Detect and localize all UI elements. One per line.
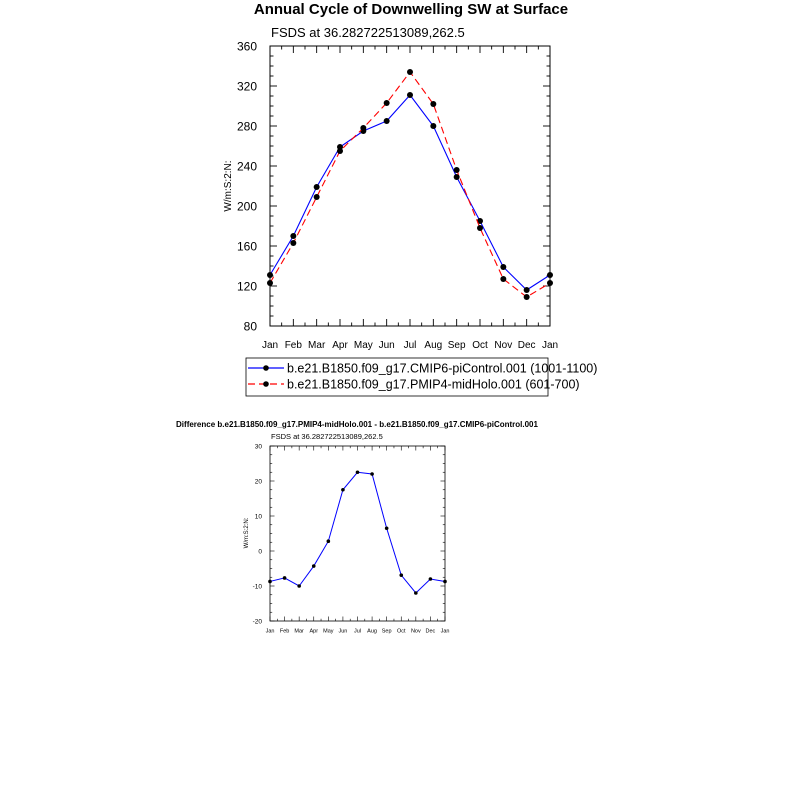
series-1-point [314,194,320,200]
y-tick-label: 20 [254,478,262,486]
series-line-1 [270,72,550,297]
x-tick-label: Jan [261,340,279,351]
difference-y-axis-label: W/m:S:2:N: [244,517,250,549]
series-0-point [407,92,413,98]
series-0-point [384,118,390,124]
series-1-point [384,100,390,106]
series-1-point [267,280,273,286]
x-tick-label: May [323,628,334,635]
series-0-point [443,580,447,584]
x-tick-label: Jul [353,628,362,635]
series-1-point [290,240,296,246]
y-tick-label: 120 [236,279,257,294]
x-tick-label: Dec [517,340,536,351]
series-1-point [430,101,436,107]
series-0-point [547,272,553,278]
x-tick-label: Sep [447,340,466,351]
y-tick-label: 280 [236,119,257,134]
legend-label-piControl: b.e21.B1850.f09_g17.CMIP6-piControl.001 (1001-1100) [287,361,598,376]
legend-label-midHolo: b.e21.B1850.f09_g17.PMIP4-midHolo.001 (601-700) [287,377,580,392]
plot-frame [270,46,550,326]
series-1-point [454,167,460,173]
series-0-point [500,264,506,270]
series-0-point [524,287,530,293]
x-tick-label: Feb [279,628,290,635]
series-0-point [327,539,331,543]
series-line-0 [270,95,550,290]
x-tick-label: Jan [440,628,450,635]
x-tick-label: Jun [338,628,348,635]
series-0-point [430,123,436,129]
y-tick-label: -20 [252,618,262,626]
x-tick-label: Oct [396,628,406,635]
series-0-point [370,472,374,476]
y-tick-label: 200 [236,199,257,214]
difference-axes [253,444,450,635]
series-1-point [360,125,366,131]
difference-chart-subtitle: FSDS at 36.282722513089,262.5 [271,432,383,441]
y-tick-label: 80 [243,319,257,334]
y-axis-label: W/m:S:2:N: [223,160,234,212]
series-1-point [477,225,483,231]
main-chart [223,1,597,396]
x-tick-label: Mar [294,628,304,635]
legend-marker-piControl [263,365,269,371]
y-tick-label: 320 [236,79,257,94]
series-1-point [547,280,553,286]
series-layer [267,69,553,300]
series-0-point [454,174,460,180]
x-tick-label: Mar [308,340,326,351]
chart-title: Annual Cycle of Downwelling SW at Surface [253,1,569,18]
axes [237,40,558,352]
y-tick-label: 360 [236,39,257,54]
series-0-point [429,577,433,581]
y-tick-label: 30 [254,443,262,451]
chart-subtitle: FSDS at 36.282722513089,262.5 [271,25,465,40]
series-0-point [399,573,403,577]
series-0-point [297,584,301,588]
series-0-point [267,272,273,278]
x-tick-label: Nov [410,628,421,635]
x-tick-label: Aug [424,340,443,351]
series-0-point [283,576,287,580]
x-tick-label: Dec [425,628,436,635]
x-tick-label: Feb [284,340,302,351]
y-tick-label: 10 [254,513,262,521]
difference-chart [176,420,538,635]
x-tick-label: Sep [381,628,392,635]
y-tick-label: 240 [236,159,257,174]
series-0-point [385,526,389,530]
series-0-point [314,184,320,190]
difference-series-layer [268,470,447,594]
series-0-point [268,580,272,584]
x-tick-label: Jan [541,340,559,351]
series-line-0 [270,472,445,593]
series-1-point [524,294,530,300]
series-0-point [356,470,360,474]
series-0-point [414,591,418,595]
x-tick-label: Jan [265,628,275,635]
series-0-point [290,233,296,239]
legend-marker-midHolo [263,381,269,387]
legend [246,358,597,396]
y-tick-label: 0 [258,548,262,556]
series-0-point [312,564,316,568]
x-tick-label: Aug [367,628,377,635]
series-1-point [337,148,343,154]
y-tick-label: 160 [236,239,257,254]
x-tick-label: Oct [472,340,488,351]
x-tick-label: Jul [403,340,417,351]
y-tick-label: -10 [252,583,262,591]
x-tick-label: Jun [378,340,395,351]
x-tick-label: May [353,340,373,351]
x-tick-label: Apr [309,628,319,635]
series-0-point [341,488,345,492]
series-1-point [500,276,506,282]
series-1-point [407,69,413,75]
x-tick-label: Nov [494,340,513,351]
x-tick-label: Apr [332,340,348,351]
difference-chart-title: Difference b.e21.B1850.f09_g17.PMIP4-midHolo.001 - b.e21.B1850.f09_g17.CMIP6-piControl.001 [176,420,538,429]
